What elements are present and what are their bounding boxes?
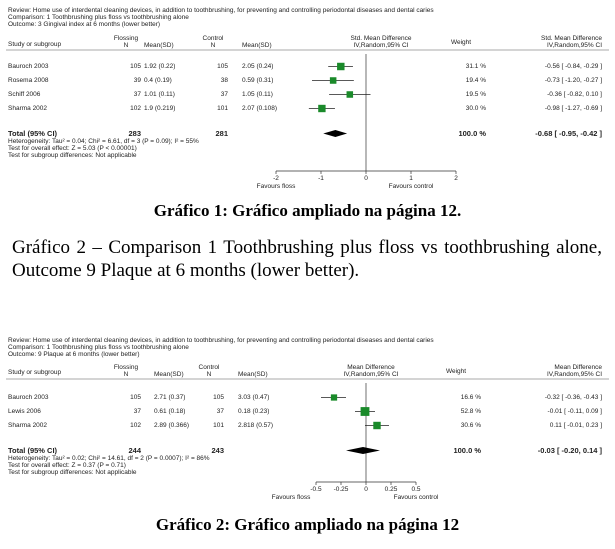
plot1-col-effect-right: Std. Mean Difference: [541, 35, 602, 42]
forest-plot-1-content: [6, 6, 609, 196]
study-name: Schiff 2006: [8, 91, 41, 98]
study-weight: 19.5 %: [465, 91, 486, 98]
heterogeneity-text: Heterogeneity: Tau² = 0.02; Chi² = 14.61, df = 2 (P = 0.0007); I² = 86%: [8, 455, 210, 462]
forest-plot-1-graphic: [6, 6, 609, 196]
study-n2: 101: [213, 422, 224, 429]
axis-tick-label: 1: [409, 175, 413, 182]
axis-tick-label: -0.5: [310, 486, 322, 493]
study-mean2: 0.18 (0.23): [238, 408, 270, 415]
study-mean1: 1.01 (0.11): [144, 91, 175, 98]
study-mean1: 0.61 (0.18): [154, 408, 186, 415]
study-marker: [337, 63, 344, 70]
total-label: Total (95% CI): [8, 446, 58, 455]
total-label: Total (95% CI): [8, 129, 58, 138]
study-ci: -0.98 [ -1.27, -0.69 ]: [544, 105, 602, 112]
plot2-comparison-header: Comparison: 1 Toothbrushing plus floss vs toothbrushing alone: [8, 344, 189, 351]
total-n2: 281: [215, 129, 228, 138]
study-weight: 19.4 %: [465, 77, 486, 84]
overall-effect-text: Test for overall effect: Z = 5.03 (P < 0.00001): [8, 145, 137, 152]
plot2-col-effect: Mean Difference: [347, 364, 395, 371]
plot1-outcome-header: Outcome: 3 Gingival index at 6 months (lower better): [8, 21, 161, 28]
heterogeneity-text: Heterogeneity: Tau² = 0.04; Chi² = 6.61, df = 3 (P = 0.09); I² = 55%: [8, 138, 199, 145]
axis-tick-label: -2: [273, 175, 279, 182]
plot1-col-mean1: Mean(SD): [144, 42, 174, 49]
caption-1: Gráfico 1: Gráfico ampliado na página 12.: [153, 201, 462, 220]
total-n1: 283: [128, 129, 141, 138]
plot2-outcome-header: Outcome: 9 Plaque at 6 months (lower better): [8, 351, 140, 358]
study-name: Lewis 2006: [8, 408, 41, 415]
study-marker: [318, 105, 325, 112]
total-weight: 100.0 %: [453, 446, 481, 455]
favours-left-label: Favours floss: [256, 183, 296, 190]
study-marker: [373, 422, 380, 429]
pooled-diamond: [323, 130, 347, 137]
study-name: Rosema 2008: [8, 77, 49, 84]
axis-tick-label: 2: [454, 175, 458, 182]
plot2-col-n2: N: [206, 371, 212, 378]
favours-right-label: Favours control: [393, 494, 439, 501]
plot1-col-effect-sub: IV,Random,95% CI: [353, 42, 409, 49]
study-n1: 105: [130, 63, 141, 70]
favours-right-label: Favours control: [388, 183, 434, 190]
study-mean1: 2.71 (0.37): [154, 394, 186, 401]
study-mean1: 1.9 (0.219): [144, 105, 176, 112]
total-n2: 243: [211, 446, 224, 455]
study-mean2: 0.59 (0.31): [242, 77, 274, 84]
study-n2: 105: [217, 63, 228, 70]
plot2-col-n1: N: [123, 371, 129, 378]
plot1-col-mean2: Mean(SD): [242, 42, 272, 49]
study-ci: -0.36 [ -0.82, 0.10 ]: [547, 91, 602, 98]
total-ci: -0.03 [ -0.20, 0.14 ]: [537, 446, 602, 455]
plot2-col-mean2: Mean(SD): [238, 371, 268, 378]
plot2-col-effect-right-sub: IV,Random,95% CI: [546, 371, 602, 378]
study-marker: [361, 407, 370, 416]
study-n1: 39: [133, 77, 141, 84]
study-mean1: 1.92 (0.22): [144, 63, 176, 70]
axis-tick-label: 0.25: [384, 486, 398, 493]
study-mean2: 1.05 (0.11): [242, 91, 273, 98]
study-weight: 31.1 %: [465, 63, 486, 70]
plot1-col-effect: Std. Mean Difference: [350, 35, 412, 42]
study-mean2: 2.05 (0.24): [242, 63, 274, 70]
study-name: Bauroch 2003: [8, 394, 49, 401]
study-mean2: 2.818 (0.57): [238, 422, 274, 429]
study-n1: 102: [130, 105, 141, 112]
plot2-col-weight: Weight: [445, 368, 467, 375]
axis-tick-label: 0: [364, 175, 368, 182]
total-weight: 100.0 %: [458, 129, 486, 138]
plot2-col-mean1: Mean(SD): [154, 371, 184, 378]
study-n2: 37: [220, 91, 228, 98]
plot1-col-group1: Flossing: [113, 35, 139, 42]
forest-plot-1: [6, 6, 609, 196]
axis-tick-label: -0.25: [333, 486, 349, 493]
study-weight: 52.8 %: [460, 408, 481, 415]
study-name: Sharma 2002: [8, 422, 48, 429]
study-n2: 101: [217, 105, 228, 112]
study-n1: 102: [130, 422, 141, 429]
subgroup-test-text: Test for subgroup differences: Not applicable: [8, 152, 137, 159]
plot1-comparison-header: Comparison: 1 Toothbrushing plus floss vs toothbrushing alone: [8, 14, 189, 21]
study-weight: 30.6 %: [460, 422, 481, 429]
study-n1: 37: [133, 408, 141, 415]
study-mean2: 3.03 (0.47): [238, 394, 270, 401]
body-paragraph: Gráfico 2 – Comparison 1 Toothbrushing plus floss vs toothbrushing alone, Outcome 9 Plaque at 6 months (lower better).: [12, 237, 602, 281]
study-ci: -0.73 [ -1.20, -0.27 ]: [544, 77, 602, 84]
study-n1: 37: [133, 91, 141, 98]
study-mean1: 0.4 (0.19): [144, 77, 172, 84]
study-n1: 105: [130, 394, 141, 401]
axis-tick-label: 0: [364, 486, 368, 493]
study-name: Bauroch 2003: [8, 63, 49, 70]
plot2-col-effect-sub: IV,Random,95% CI: [343, 371, 399, 378]
axis-tick-label: -1: [318, 175, 324, 182]
plot1-col-group2: Control: [202, 35, 224, 42]
forest-plot-2: [6, 336, 609, 508]
study-weight: 16.6 %: [460, 394, 481, 401]
plot1-review-header: Review: Home use of interdental cleaning devices, in addition to toothbrushing, for preventing and controlling periodontal diseases and dental caries: [8, 7, 434, 14]
forest-plot-2-graphic: [6, 336, 609, 508]
study-weight: 30.0 %: [465, 105, 486, 112]
study-mean2: 2.07 (0.108): [242, 105, 278, 112]
study-name: Sharma 2002: [8, 105, 48, 112]
study-n2: 38: [220, 77, 228, 84]
plot1-col-n2: N: [210, 42, 216, 49]
study-ci: 0.11 [ -0.01, 0.23 ]: [549, 422, 602, 429]
study-ci: -0.01 [ -0.11, 0.09 ]: [547, 408, 602, 415]
study-marker: [331, 394, 337, 400]
plot2-col-group2: Control: [198, 364, 220, 371]
study-marker: [347, 91, 354, 98]
caption-2: Gráfico 2: Gráfico ampliado na página 12: [155, 515, 460, 534]
subgroup-test-text: Test for subgroup differences: Not applicable: [8, 469, 137, 476]
plot2-col-effect-right: Mean Difference: [554, 364, 602, 371]
study-marker: [330, 77, 337, 84]
plot1-col-study: Study or subgroup: [8, 41, 62, 48]
total-n1: 244: [128, 446, 141, 455]
plot1-col-effect-right-sub: IV,Random,95% CI: [546, 42, 602, 49]
forest-plot-2-content: [6, 336, 609, 508]
study-ci: -0.32 [ -0.36, -0.43 ]: [544, 394, 602, 401]
plot2-col-group1: Flossing: [113, 364, 139, 371]
plot2-review-header: Review: Home use of interdental cleaning devices, in addition to toothbrushing, for preventing and controlling periodontal diseases and dental caries: [8, 337, 434, 344]
favours-left-label: Favours floss: [271, 494, 311, 501]
plot1-col-n1: N: [123, 42, 129, 49]
plot1-col-weight: Weight: [450, 39, 472, 46]
pooled-diamond: [346, 447, 380, 454]
axis-tick-label: 0.5: [411, 486, 421, 493]
overall-effect-text: Test for overall effect: Z = 0.37 (P = 0.71): [8, 462, 126, 469]
plot2-col-study: Study or subgroup: [8, 369, 62, 376]
study-ci: -0.56 [ -0.84, -0.29 ]: [544, 63, 602, 70]
total-ci: -0.68 [ -0.95, -0.42 ]: [535, 129, 602, 138]
study-n2: 37: [216, 408, 224, 415]
study-n2: 105: [213, 394, 224, 401]
study-mean1: 2.89 (0.366): [154, 422, 190, 429]
